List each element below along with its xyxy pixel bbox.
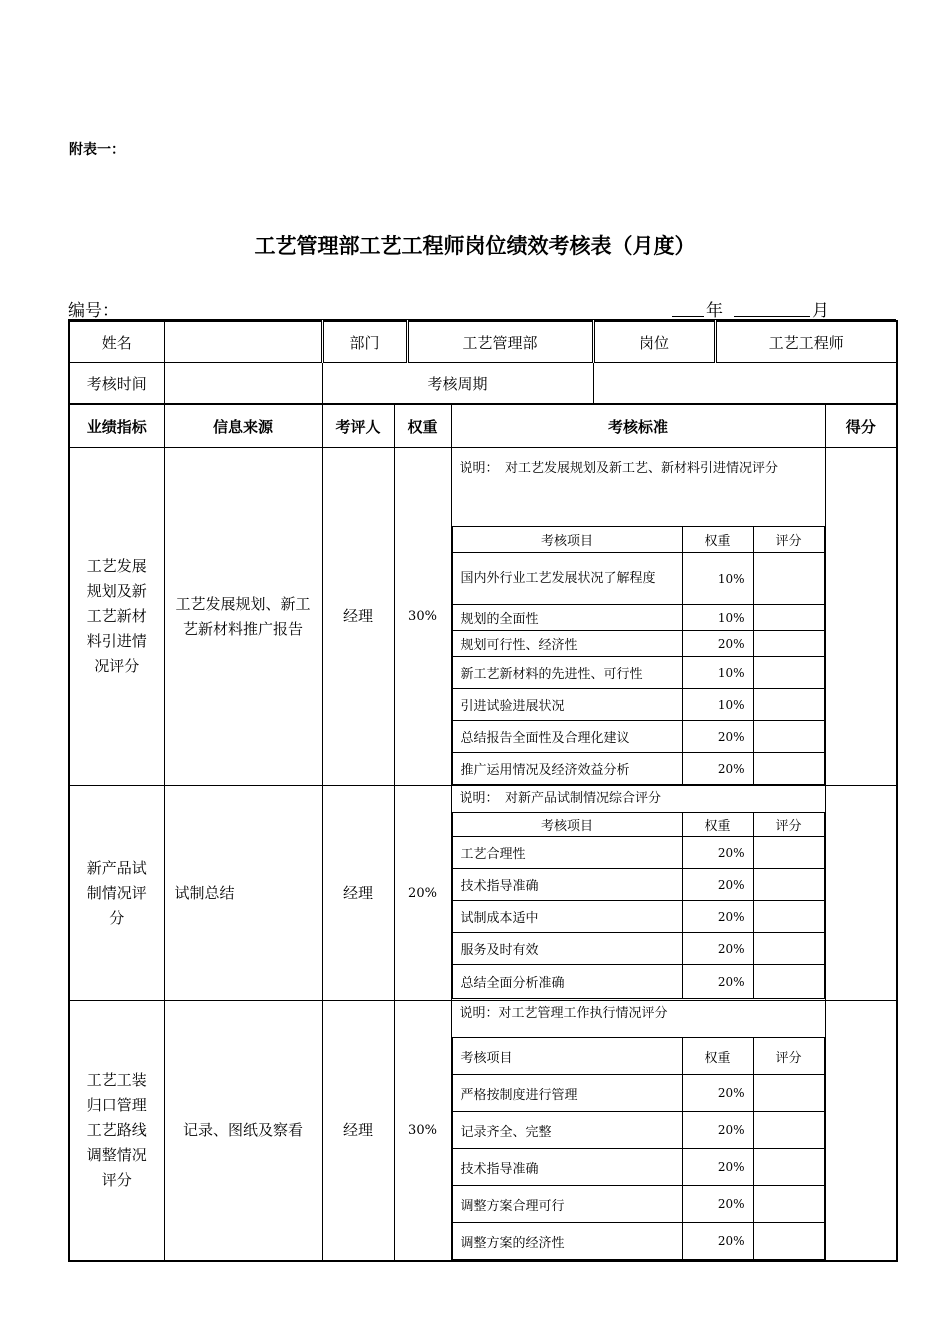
header-weight: 权重 [394, 404, 451, 448]
name-label: 姓名 [101, 333, 132, 352]
assessment-table [68, 403, 898, 1262]
item-name: 技术指导准确 [452, 1149, 682, 1186]
post-label: 岗位 [638, 333, 669, 352]
item-name: 国内外行业工艺发展状况了解程度 [452, 553, 682, 605]
item-name: 新工艺新材料的先进性、可行性 [452, 657, 682, 689]
item-rating[interactable] [753, 605, 824, 631]
item-rating[interactable] [753, 837, 824, 869]
section-1-score[interactable] [825, 448, 897, 786]
section-2-score[interactable] [825, 786, 897, 1001]
section-3-note: 说明：对工艺管理工作执行情况评分 [459, 1006, 668, 1021]
item-weight: 20% [682, 1223, 753, 1260]
item-weight: 10% [682, 605, 753, 631]
time-label: 考核时间 [86, 374, 147, 393]
period-label: 考核周期 [427, 374, 488, 393]
header-source: 信息来源 [164, 404, 322, 448]
item-weight: 20% [682, 1075, 753, 1112]
item-name: 调整方案的经济性 [452, 1223, 682, 1260]
item-name: 服务及时有效 [452, 933, 682, 965]
sub-header-item: 考核项目 [452, 1038, 682, 1075]
time-field[interactable] [165, 363, 322, 403]
item-rating[interactable] [753, 1186, 824, 1223]
sub-header-item: 考核项目 [452, 813, 682, 837]
year-label: 年 [706, 301, 723, 321]
item-rating[interactable] [753, 1112, 824, 1149]
item-rating[interactable] [753, 689, 824, 721]
section-1-indicator: 工艺发展规划及新工艺新材料引进情况评分 [69, 448, 164, 786]
section-1-note: 说明： 对工艺发展规划及新工艺、新材料引进情况评分 [459, 461, 779, 476]
item-weight: 20% [682, 753, 753, 785]
page-title: 工艺管理部工艺工程师岗位绩效考核表（月度） [254, 233, 696, 258]
item-weight: 20% [682, 1149, 753, 1186]
section-2-items [452, 812, 825, 999]
item-name: 规划的全面性 [452, 605, 682, 631]
month-label: 月 [812, 301, 829, 321]
section-2-weight: 20% [394, 786, 451, 1001]
item-name: 调整方案合理可行 [452, 1186, 682, 1223]
item-weight: 20% [682, 631, 753, 657]
section-3-source: 记录、图纸及察看 [164, 1001, 322, 1262]
item-name: 严格按制度进行管理 [452, 1075, 682, 1112]
item-weight: 10% [682, 689, 753, 721]
sub-header-rating: 评分 [753, 527, 824, 553]
item-weight: 20% [682, 837, 753, 869]
section-1-source: 工艺发展规划、新工艺新材料推广报告 [164, 448, 322, 786]
item-name: 总结报告全面性及合理化建议 [452, 721, 682, 753]
item-rating[interactable] [753, 1075, 824, 1112]
item-rating[interactable] [753, 753, 824, 785]
section-3-assessor: 经理 [322, 1001, 394, 1262]
item-weight: 20% [682, 721, 753, 753]
item-rating[interactable] [753, 869, 824, 901]
dept-value: 工艺管理部 [462, 333, 538, 352]
section-3-items [452, 1037, 825, 1260]
header-assessor: 考评人 [322, 404, 394, 448]
sub-header-weight: 权重 [682, 1038, 753, 1075]
item-rating[interactable] [753, 965, 824, 999]
section-1-weight: 30% [394, 448, 451, 786]
item-name: 工艺合理性 [452, 837, 682, 869]
section-2-assessor: 经理 [322, 786, 394, 1001]
post-value: 工艺工程师 [768, 333, 844, 352]
section-1-assessor: 经理 [322, 448, 394, 786]
number-date-line [68, 296, 896, 320]
section-2-source: 试制总结 [164, 786, 322, 1001]
info-table [68, 320, 898, 405]
item-weight: 20% [682, 1112, 753, 1149]
header-score: 得分 [825, 404, 897, 448]
item-rating[interactable] [753, 1223, 824, 1260]
item-rating[interactable] [753, 901, 824, 933]
section-2-indicator: 新产品试制情况评分 [69, 786, 164, 1001]
month-blank[interactable] [734, 296, 810, 317]
item-weight: 20% [682, 965, 753, 999]
item-rating[interactable] [753, 553, 824, 605]
dept-label: 部门 [349, 333, 380, 352]
sub-header-rating: 评分 [753, 813, 824, 837]
item-name: 试制成本适中 [452, 901, 682, 933]
section-3-weight: 30% [394, 1001, 451, 1262]
section-2-note: 说明： 对新产品试制情况综合评分 [459, 791, 662, 806]
item-weight: 10% [682, 657, 753, 689]
item-name: 技术指导准确 [452, 869, 682, 901]
header-indicator: 业绩指标 [69, 404, 164, 448]
section-1-items [452, 526, 825, 785]
sub-header-rating: 评分 [753, 1038, 824, 1075]
item-name: 总结全面分析准确 [452, 965, 682, 999]
section-3-indicator: 工艺工装归口管理工艺路线调整情况评分 [69, 1001, 164, 1262]
item-weight: 20% [682, 1186, 753, 1223]
year-blank[interactable] [672, 296, 704, 317]
item-rating[interactable] [753, 721, 824, 753]
item-name: 记录齐全、完整 [452, 1112, 682, 1149]
item-weight: 20% [682, 869, 753, 901]
item-name: 推广运用情况及经济效益分析 [452, 753, 682, 785]
item-rating[interactable] [753, 1149, 824, 1186]
item-weight: 20% [682, 933, 753, 965]
number-label: 编号： [68, 301, 119, 321]
item-rating[interactable] [753, 657, 824, 689]
section-3-score[interactable] [825, 1001, 897, 1262]
item-weight: 20% [682, 901, 753, 933]
item-weight: 10% [682, 553, 753, 605]
sub-header-weight: 权重 [682, 527, 753, 553]
header-standard: 考核标准 [451, 404, 825, 448]
item-name: 规划可行性、经济性 [452, 631, 682, 657]
item-name: 引进试验进展状况 [452, 689, 682, 721]
item-rating[interactable] [753, 631, 824, 657]
item-rating[interactable] [753, 933, 824, 965]
sub-header-item: 考核项目 [452, 527, 682, 553]
sub-header-weight: 权重 [682, 813, 753, 837]
appendix-label: 附表一： [69, 142, 125, 158]
period-field[interactable] [594, 363, 897, 403]
name-field[interactable] [165, 322, 321, 362]
